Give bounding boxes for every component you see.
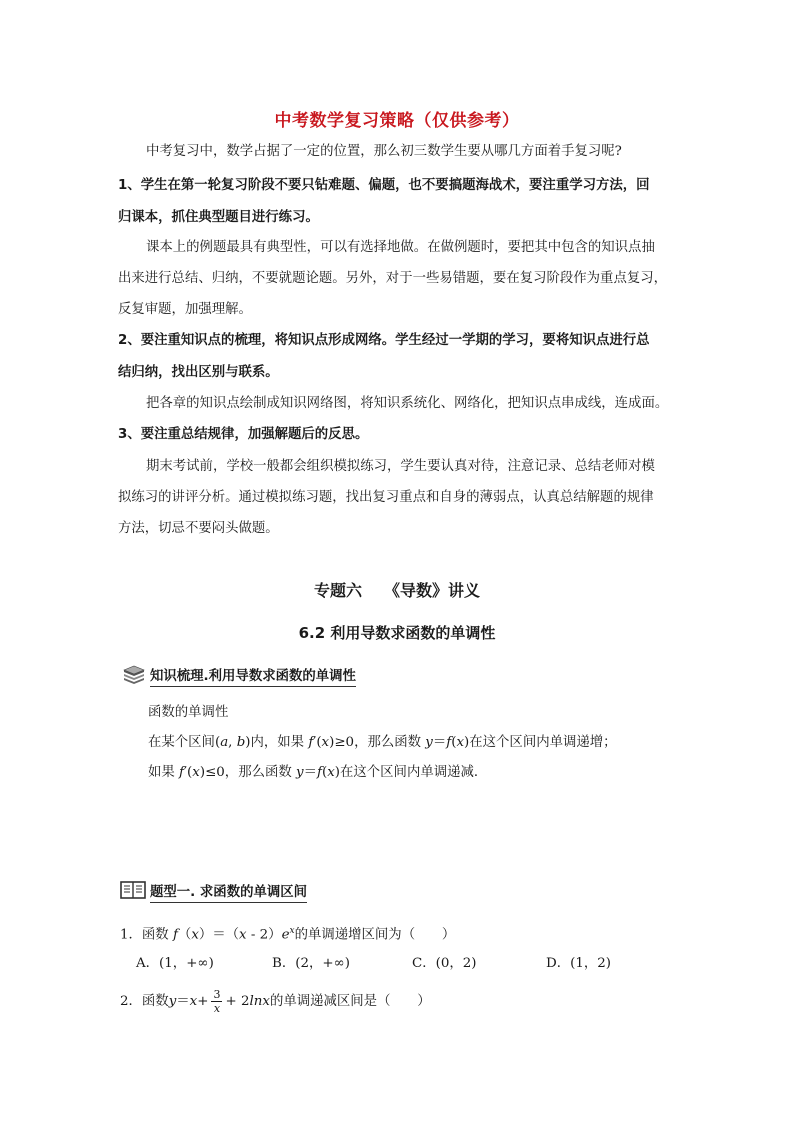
- point-3-heading-line1: 3、要注重总结规律，加强解题后的反思。: [118, 427, 369, 442]
- topic-part1: 专题六: [313, 581, 362, 600]
- books-icon: [122, 664, 146, 688]
- knowledge-label: 函数的单调性: [148, 705, 229, 720]
- knowledge-heading: 知识梳理.利用导数求函数的单调性: [150, 665, 356, 687]
- open-book-icon: [120, 880, 146, 904]
- q1-option-b: B．(2，+∞): [272, 956, 350, 971]
- knowledge-line-2: 如果 f′(x)≤0，那么函数 y＝f(x)在这个区间内单调递减．: [148, 765, 488, 780]
- point-3-detail-line2: 拟练习的讲评分析。通过模拟练习题，找出复习重点和自身的薄弱点，认真总结解题的规律: [118, 490, 654, 505]
- topic-subtitle: 6.2 利用导数求函数的单调性: [298, 624, 496, 642]
- point-3-detail-line1: 期末考试前，学校一般都会组织模拟练习，学生要认真对待，注意记录、总结老师对模: [146, 459, 655, 474]
- q1-option-d: D．(1，2): [546, 956, 612, 971]
- q1-option-a: A．(1，+∞): [136, 956, 214, 971]
- point-1-heading-line1: 1、学生在第一轮复习阶段不要只钻难题、偏题，也不要搞题海战术，要注重学习方法，回: [118, 178, 650, 193]
- point-2-heading-line1: 2、要注重知识点的梳理，将知识点形成网络。学生经过一学期的学习，要将知识点进行总: [118, 333, 650, 348]
- topic-part2: 《导数》讲义: [384, 581, 481, 600]
- point-1-detail-line3: 反复审题，加强理解。: [118, 302, 252, 317]
- point-1-detail-line2: 出来进行总结、归纳，不要就题论题。另外，对于一些易错题，要在复习阶段作为重点复习，: [118, 271, 668, 286]
- knowledge-line-1: 在某个区间(a, b)内，如果 f′(x)≥0，那么函数 y＝f(x)在这个区间内单调递增；: [148, 735, 617, 750]
- question-2: 2．函数 y ＝ x + $\frac{3}{x}$ + 2 ln x 的单调递减区间是（ ）: [120, 988, 431, 1015]
- page-title: 中考数学复习策略（仅供参考）: [274, 111, 520, 131]
- q1-option-c: C．(0，2): [412, 956, 477, 971]
- question-1: 1．函数 $f(x)=(x - 2)e^x$的单调递增区间为（ ）: [120, 926, 456, 943]
- type1-section-header: [120, 880, 307, 904]
- topic-title: [0, 578, 794, 601]
- point-2-detail-line1: 把各章的知识点绘制成知识网络图，将知识系统化、网络化，把知识点串成线，连成面。: [146, 396, 669, 411]
- fraction-3-over-x: $\frac{3}{x}$: [213, 988, 221, 1015]
- type1-heading: 题型一. 求函数的单调区间: [150, 881, 307, 903]
- intro-paragraph: 中考复习中，数学占据了一定的位置，那么初三数学生要从哪几方面着手复习呢?: [146, 144, 622, 159]
- point-3-detail-line3: 方法，切忌不要闷头做题。: [118, 521, 279, 536]
- point-2-heading-line2: 结归纳，找出区别与联系。: [118, 365, 279, 380]
- point-1-detail-line1: 课本上的例题最具有典型性，可以有选择地做。在做例题时，要把其中包含的知识点抽: [146, 240, 655, 255]
- point-1-heading-line2: 归课本，抓住典型题目进行练习。: [118, 210, 319, 225]
- knowledge-section-header: [122, 664, 356, 688]
